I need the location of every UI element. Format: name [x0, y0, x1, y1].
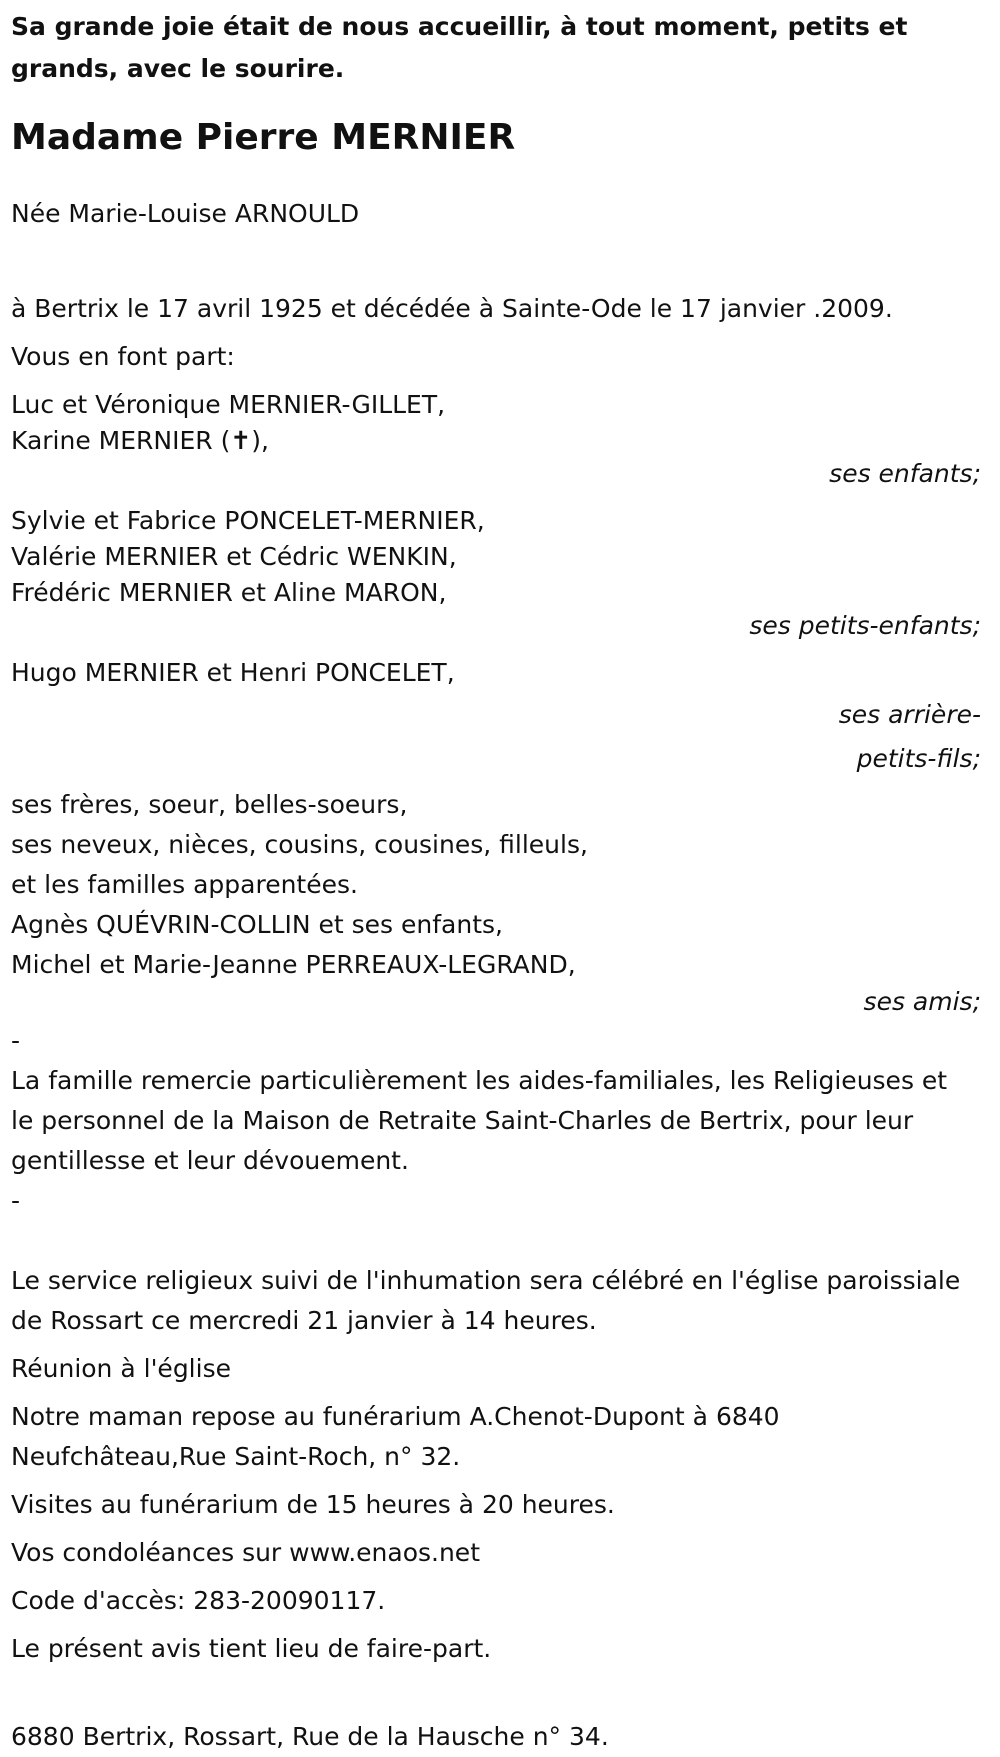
children-role: ses enfants;	[829, 459, 981, 488]
relative-line: ses neveux, nièces, cousins, cousines, filleuls,	[11, 830, 588, 859]
access-code-line: Code d'accès: 283-20090117.	[11, 1586, 386, 1615]
relative-line: Michel et Marie-Jeanne PERREAUX-LEGRAND,	[11, 950, 576, 979]
great-grandchildren-role-1: ses arrière-	[838, 700, 981, 729]
announce-line: Vous en font part:	[11, 342, 235, 371]
intro-quote: Sa grande joie était de nous accueillir, à tout moment, petits et grands, avec le sourire.	[11, 12, 908, 83]
grandchild-line: Frédéric MERNIER et Aline MARON,	[11, 578, 447, 607]
birth-death-line: à Bertrix le 17 avril 1925 et décédée à Sainte-Ode le 17 janvier .2009.	[11, 294, 893, 323]
condolences-line: Vos condoléances sur www.enaos.net	[11, 1538, 480, 1567]
great-grandchildren-role-2: petits-fils;	[856, 744, 981, 773]
separator-dash: -	[11, 1026, 21, 1055]
relative-line: et les familles apparentées.	[11, 870, 358, 899]
grandchildren-block	[11, 501, 983, 645]
repose-paragraph: Notre maman repose au funérarium A.Chenot-Dupont à 6840 Neufchâteau,Rue Saint-Roch, n° 32.	[11, 1402, 780, 1471]
child-line: Karine MERNIER (✝),	[11, 426, 269, 455]
relatives-block	[11, 785, 983, 1021]
maiden-name: Née Marie-Louise ARNOULD	[11, 199, 360, 228]
friends-role: ses amis;	[863, 987, 981, 1016]
child-line: Luc et Véronique MERNIER-GILLET,	[11, 390, 446, 419]
meeting-line: Réunion à l'église	[11, 1354, 231, 1383]
grandchild-line: Valérie MERNIER et Cédric WENKIN,	[11, 542, 457, 571]
relative-line: ses frères, soeur, belles-soeurs,	[11, 790, 408, 819]
visits-line: Visites au funérarium de 15 heures à 20 heures.	[11, 1490, 615, 1519]
relative-line: Agnès QUÉVRIN-COLLIN et ses enfants,	[11, 910, 503, 939]
thanks-paragraph: La famille remercie particulièrement les aides-familiales, les Religieuses et le personnel de la Maison de Retraite Saint-Charles de Bertrix, pour leur gentillesse et leur dévouement.	[11, 1066, 948, 1175]
children-block	[11, 385, 983, 493]
great-grandchild-line: Hugo MERNIER et Henri PONCELET,	[11, 658, 455, 687]
grandchild-line: Sylvie et Fabrice PONCELET-MERNIER,	[11, 506, 485, 535]
deceased-name: Madame Pierre MERNIER	[11, 117, 516, 158]
separator-dash: -	[11, 1186, 21, 1215]
great-grandchildren-block	[11, 653, 983, 781]
service-paragraph: Le service religieux suivi de l'inhumation sera célébré en l'église paroissiale de Rossart ce mercredi 21 janvier à 14 heures.	[11, 1266, 961, 1335]
notice-line: Le présent avis tient lieu de faire-part.	[11, 1634, 492, 1663]
grandchildren-role: ses petits-enfants;	[749, 611, 981, 640]
address-line: 6880 Bertrix, Rossart, Rue de la Hausche n° 34.	[11, 1722, 609, 1751]
